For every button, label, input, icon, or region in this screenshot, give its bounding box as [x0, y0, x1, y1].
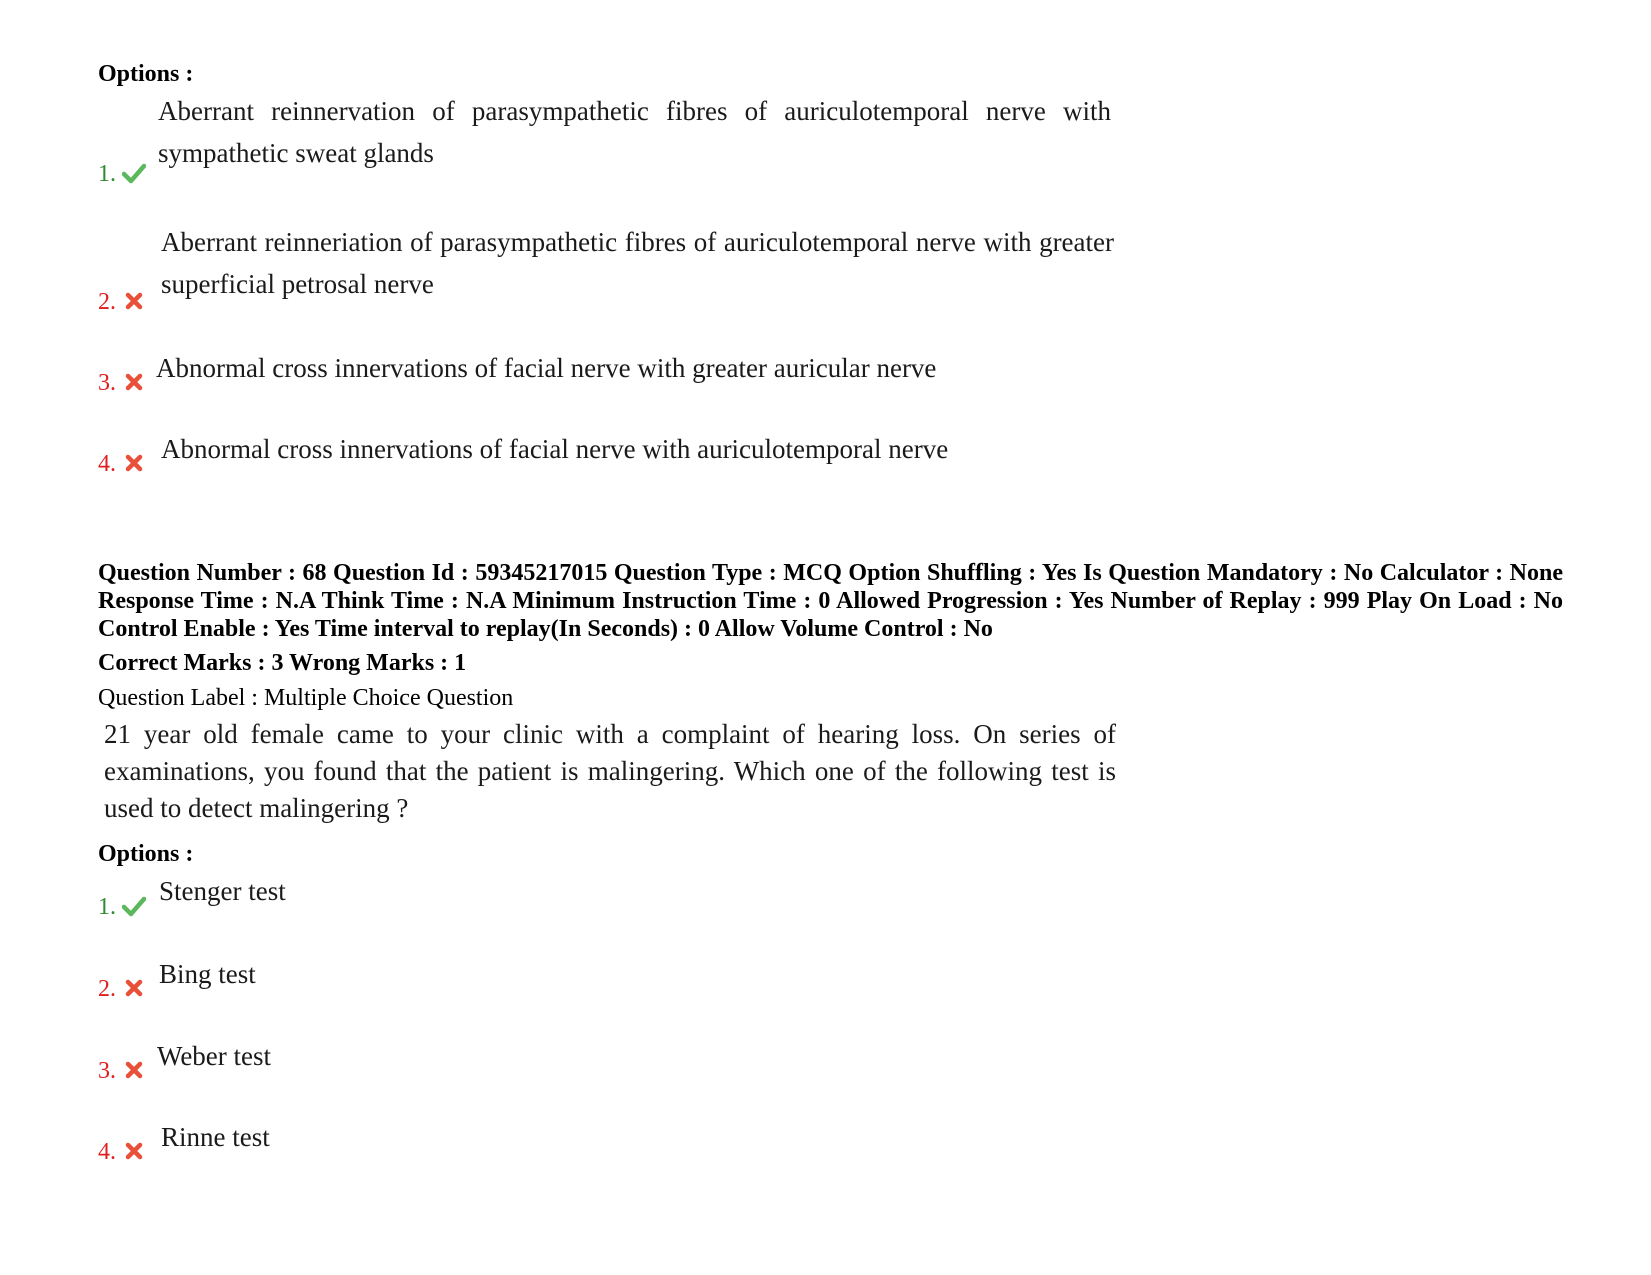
cross-icon [122, 976, 146, 1000]
option-text: Aberrant reinnervation of parasympathetic fibres of auriculotemporal nerve with sympathetic sweat glands [158, 96, 1111, 168]
cross-icon [122, 289, 146, 313]
cross-icon [122, 451, 146, 475]
question-marks: Correct Marks : 3 Wrong Marks : 1 [98, 650, 467, 676]
option-number-text: 1. [98, 894, 116, 920]
options-heading: Options : [98, 61, 194, 87]
option-number [98, 893, 146, 921]
option-number-text: 3. [98, 1058, 116, 1084]
option-number [98, 1057, 146, 1085]
option-number-text: 2. [98, 976, 116, 1002]
question-meta: Question Number : 68 Question Id : 59345217015 Question Type : MCQ Option Shuffling : Yes Is Question Mandatory : No Calculator : None Response Time : N.A Think Time : N.A Minimum Instruction Time : 0 Allowed Progression : Yes Number of Replay : 999 Play On Load : No Control Enable : Yes Time interval to replay(In Seconds) : 0 Allow Volume Control : No [98, 560, 1563, 642]
option-number [98, 369, 146, 397]
cross-icon [122, 1139, 146, 1163]
option-number-text: 3. [98, 370, 116, 396]
option-number-text: 1. [98, 161, 116, 187]
option-number-text: 4. [98, 1139, 116, 1165]
option-number-text: 2. [98, 289, 116, 315]
option-text: Aberrant reinneriation of parasympathetic fibres of auriculotemporal nerve with greater superficial petrosal nerve [161, 227, 1114, 299]
question-label: Question Label : Multiple Choice Question [98, 685, 514, 711]
option-text: Abnormal cross innervations of facial nerve with greater auricular nerve [156, 353, 937, 383]
check-icon [122, 894, 146, 918]
check-icon [122, 161, 146, 185]
option-number-text: 4. [98, 451, 116, 477]
option-number [98, 1138, 146, 1166]
option-number [98, 450, 146, 478]
cross-icon [122, 1058, 146, 1082]
cross-icon [122, 370, 146, 394]
option-number [98, 975, 146, 1003]
option-text: Rinne test [161, 1122, 270, 1152]
question-text: 21 year old female came to your clinic with a complaint of hearing loss. On series of examinations, you found that the patient is malingering. Which one of the following test is used to detect malingering ? [104, 719, 1116, 823]
option-text: Weber test [157, 1041, 272, 1071]
option-text: Stenger test [159, 876, 286, 906]
option-text: Abnormal cross innervations of facial nerve with auriculotemporal nerve [161, 434, 949, 464]
option-number [98, 288, 146, 316]
option-number [98, 160, 146, 188]
options-heading: Options : [98, 841, 194, 867]
option-text: Bing test [159, 959, 256, 989]
